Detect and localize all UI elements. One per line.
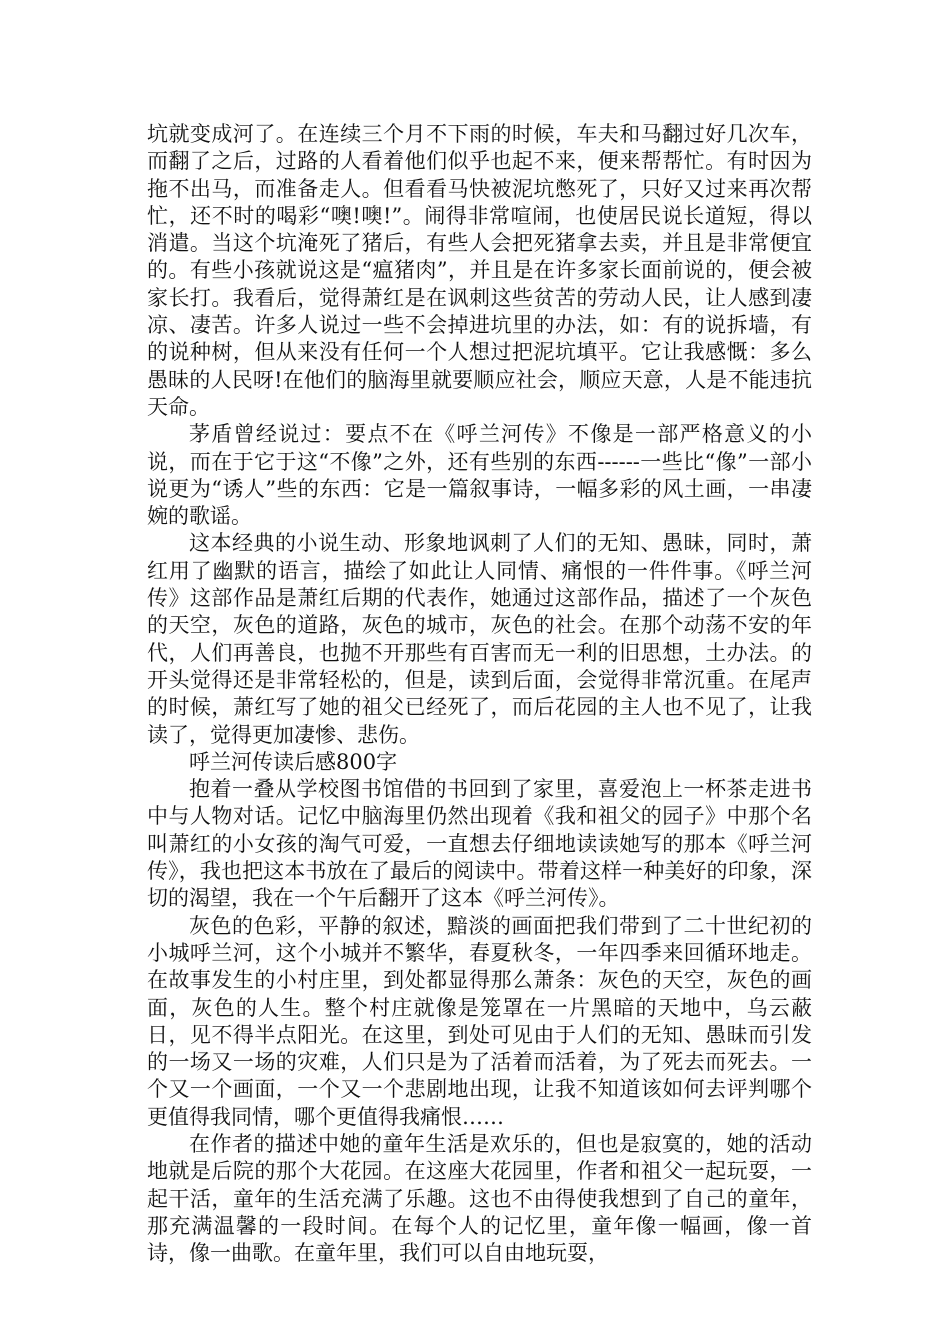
body-paragraph: 茅盾曾经说过：要点不在《呼兰河传》不像是一部严格意义的小说，而在于它于这“不像”之外，还有些别的东西------一些比“像”一部小说更为“诱人”些的东西：它是一篇叙事诗，一幅多彩的风土画，一串凄婉的歌谣。 (147, 422, 812, 529)
section-heading: 呼兰河传读后感800字 (189, 749, 398, 774)
body-paragraph: 抱着一叠从学校图书馆借的书回到了家里，喜爱泡上一杯茶走进书中与人物对话。记忆中脑海里仍然出现着《我和祖父的园子》中那个名叫萧红的小女孩的淘气可爱，一直想去仔细地读读她写的那本《呼兰河传》，我也把这本书放在了最后的阅读中。带着这样一种美好的印象，深切的渴望，我在一个午后翻开了这本《呼兰河传》。 (147, 777, 812, 911)
document-page (147, 121, 812, 1267)
body-paragraph: 坑就变成河了。在连续三个月不下雨的时候，车夫和马翻过好几次车，而翻了之后，过路的人看着他们似乎也起不来，便来帮帮忙。有时因为拖不出马，而准备走人。但看看马快被泥坑憋死了，只好又过来再次帮忙，还不时的喝彩“噢!噢!”。闹得非常喧闹，也使居民说长道短，得以消遣。当这个坑淹死了猪后，有些人会把死猪拿去卖，并且是非常便宜的。有些小孩就说这是“瘟猪肉”，并且是在许多家长面前说的，便会被家长打。我看后，觉得萧红是在讽刺这些贫苦的劳动人民，让人感到凄凉、凄苦。许多人说过一些不会掉进坑里的办法，如：有的说拆墙，有的说种树，但从来没有任何一个人想过把泥坑填平。它让我感慨：多么愚昧的人民呀!在他们的脑海里就要顺应社会，顺应天意，人是不能违抗天命。 (147, 122, 812, 419)
body-paragraph: 这本经典的小说生动、形象地讽刺了人们的无知、愚昧，同时，萧红用了幽默的语言，描绘了如此让人同情、痛恨的一件件事。《呼兰河传》这部作品是萧红后期的代表作，她通过这部作品，描述了一个灰色的天空，灰色的道路，灰色的城市，灰色的社会。在那个动荡不安的年代，人们再善良，也抛不开那些有百害而无一利的旧思想，土办法。的开头觉得还是非常轻松的，但是，读到后面，会觉得非常沉重。在尾声的时候，萧红写了她的祖父已经死了，而后花园的主人也不见了，让我读了，觉得更加凄惨、悲伤。 (147, 531, 812, 747)
body-paragraph: 灰色的色彩，平静的叙述，黯淡的画面把我们带到了二十世纪初的小城呼兰河，这个小城并不繁华，春夏秋冬，一年四季来回循环地走。在故事发生的小村庄里，到处都显得那么萧条：灰色的天空，灰色的画面，灰色的人生。整个村庄就像是笼罩在一片黑暗的天地中，乌云蔽日，见不得半点阳光。在这里，到处可见由于人们的无知、愚昧而引发的一场又一场的灾难，人们只是为了活着而活着，为了死去而死去。一个又一个画面，一个又一个悲剧地出现，让我不知道该如何去评判哪个更值得我同情，哪个更值得我痛恨…… (147, 913, 812, 1129)
body-paragraph: 在作者的描述中她的童年生活是欢乐的，但也是寂寞的，她的活动地就是后院的那个大花园。在这座大花园里，作者和祖父一起玩耍，一起干活，童年的生活充满了乐趣。这也不由得使我想到了自己的童年，那充满温馨的一段时间。在每个人的记忆里，童年像一幅画，像一首诗，像一曲歌。在童年里，我们可以自由地玩耍， (147, 1131, 812, 1266)
